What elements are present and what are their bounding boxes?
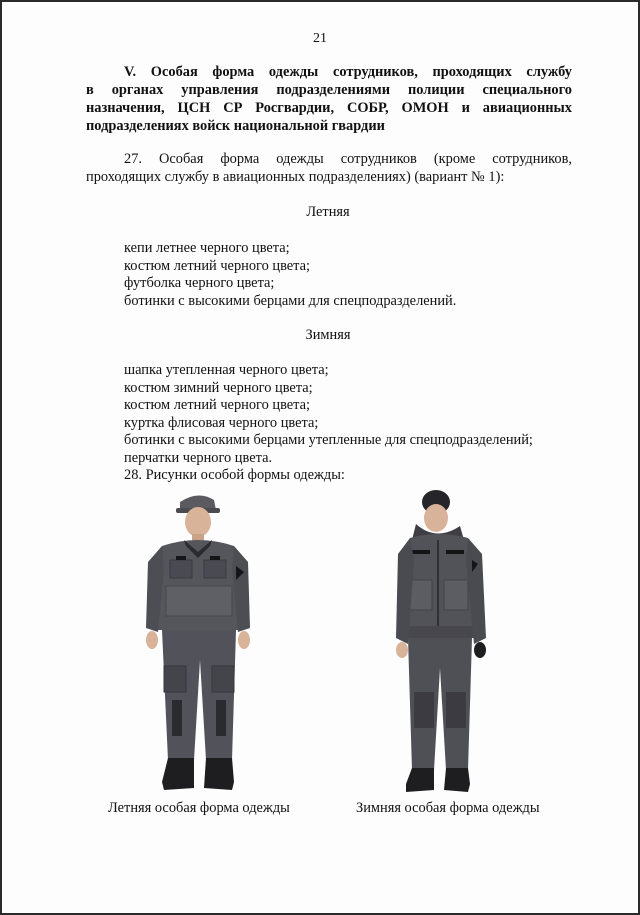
winter-title: Зимняя (305, 327, 351, 343)
paragraph-28: 28. Рисунки особой формы одежды: (124, 467, 345, 483)
list-item: куртка флисовая черного цвета; (124, 414, 319, 431)
heading-line-4: подразделениях войск национальной гвардии (86, 118, 385, 134)
summer-uniform-figure (140, 490, 260, 800)
summer-title: Летняя (306, 204, 350, 220)
list-item: шапка утепленная черного цвета; (124, 362, 329, 378)
section-heading (86, 63, 572, 135)
heading-line-1: V. Особая форма одежды сотрудников, проходящих службу (124, 64, 572, 80)
list-item: футболка черного цвета; (124, 275, 275, 291)
paragraph-27-line-2: проходящих службу в авиационных подразделениях) (вариант № 1): (86, 169, 505, 185)
list-item: перчатки черного цвета. (124, 449, 273, 466)
list-item: ботинки с высокими берцами утепленные для спецподразделений; (124, 432, 533, 448)
winter-list (124, 362, 533, 485)
list-item: костюм зимний черного цвета; (124, 379, 313, 396)
list-item: костюм летний черного цвета; (124, 397, 311, 413)
heading-line-3: назначения, ЦСН СР Росгвардии, СОБР, ОМОН и авиационных (86, 100, 572, 116)
winter-figure-caption: Зимняя особая форма одежды (356, 800, 540, 816)
list-item: ботинки с высокими берцами для спецподразделений. (124, 292, 457, 309)
paragraph-27-line-1: 27. Особая форма одежды сотрудников (кроме сотрудников, (124, 151, 572, 167)
paragraph-27 (86, 150, 572, 186)
list-item: костюм летний черного цвета; (124, 257, 311, 274)
summer-figure-caption: Летняя особая форма одежды (108, 800, 290, 816)
list-item: кепи летнее черного цвета; (124, 240, 290, 256)
page-number: 21 (313, 31, 327, 46)
winter-uniform-figure (394, 488, 494, 800)
heading-line-2: в органах управления подразделениями полиции специального (86, 82, 572, 98)
summer-list (124, 240, 456, 310)
